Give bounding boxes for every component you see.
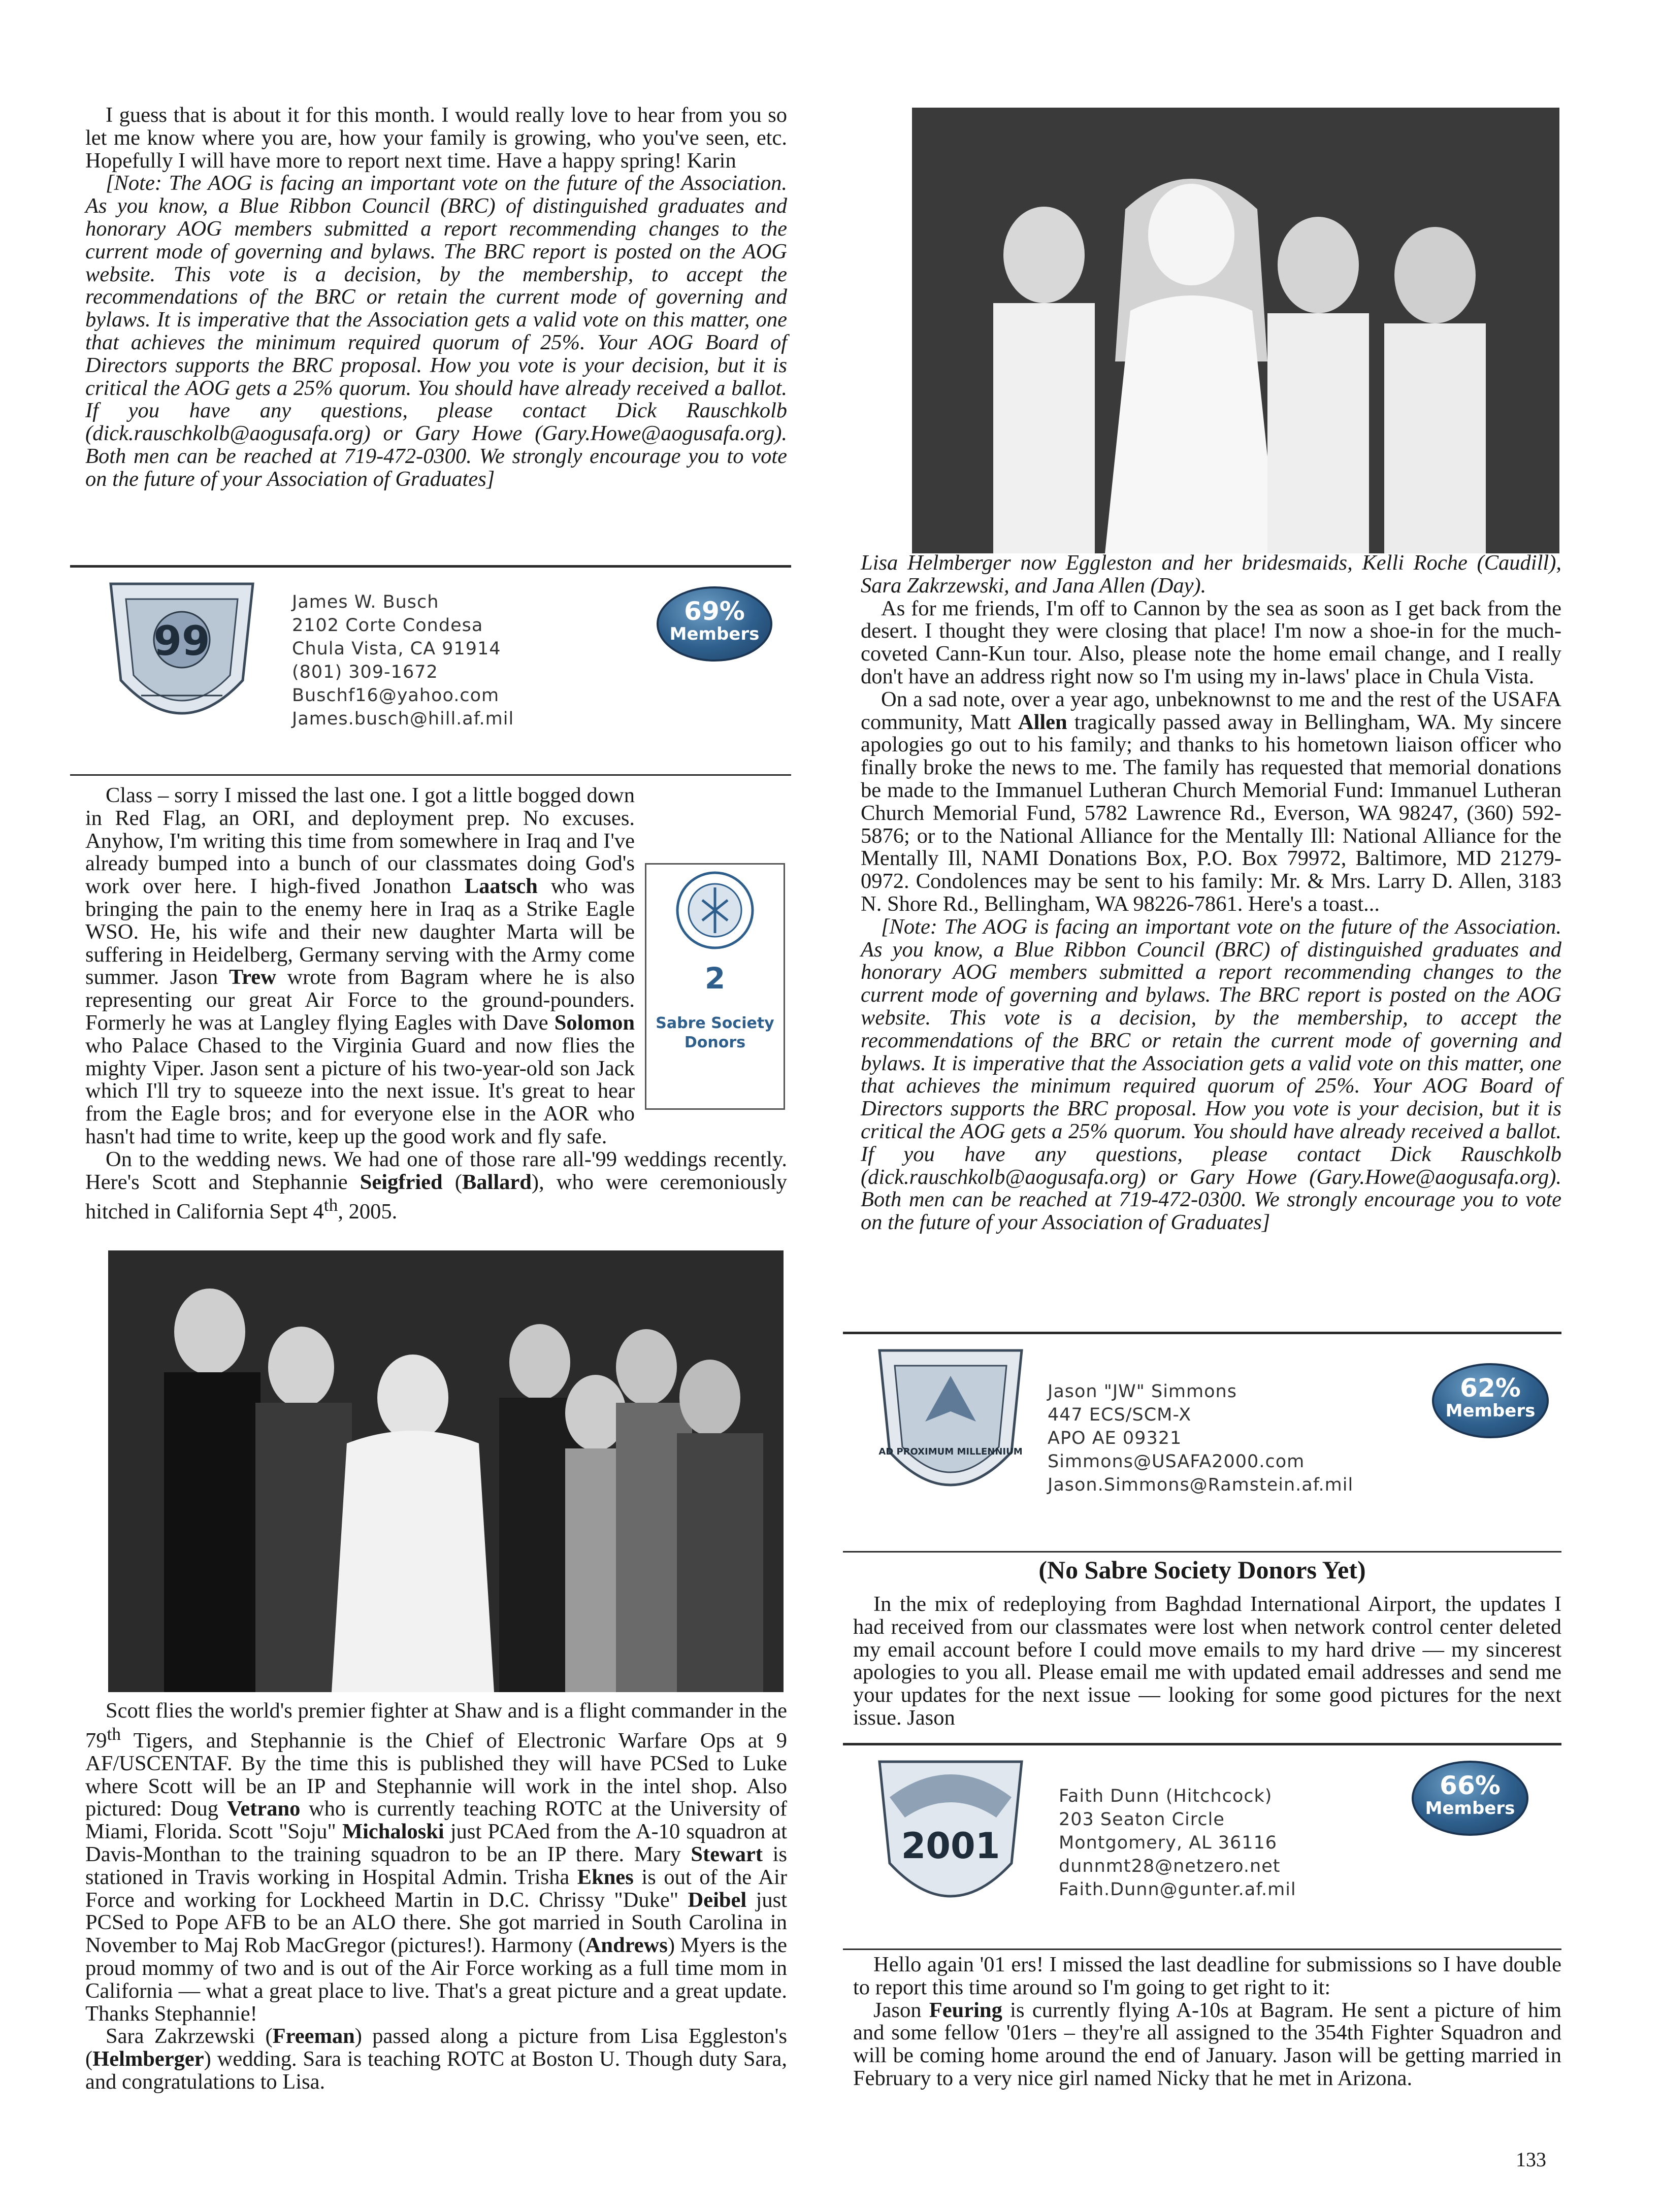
name-freeman: Freeman: [272, 2024, 355, 2049]
aog-note-right: [Note: The AOG is facing an important vote on the future of the Association. As you know, a Blue Ribbon Council (BRC) of distinguished graduates and honorary AOG members submitted a report recommending changes to the current mode of governing and bylaws. The BRC report is posted on the AOG website. This vote is a decision, by the membership, to accept the recommendations of the BRC or retain the current mode of governing and bylaws. It is imperative that the Association gets a valid vote on this matter, one that achieves the minimum required quorum of 25%. Your AOG Board of Directors supports the BRC proposal. How you vote is your decision, but it is critical the AOG gets a 25% quorum. You should have already received a ballot. If you have any questions, please contact Dick Rauschkolb (dick.rauschkolb@aogusafa.org) or Gary Howe (Gary.Howe@aogusafa.org). Both men can be reached at 719-472-0300. We strongly encourage you to vote on the future of your Association of Graduates]: [861, 914, 1561, 1235]
class-2000-members-pct: 62%: [1460, 1373, 1521, 1403]
name-trew: Trew: [229, 965, 276, 989]
class-99-members-label: Members: [669, 624, 760, 644]
class-2000-members-label: Members: [1445, 1401, 1536, 1421]
class-99-paragraph-1: Class – sorry I missed the last one. I got a little bogged down in Red Flag, an ORI, and deployment prep. No excuses. Anyhow, I'm writing this time from somewhere in Iraq and I've already bumped into a bunch of our classmates doing God's work over here. I high-fived Jonathon Laatsch who was bringing the pain to the enemy here in Iraq as a Strike Eagle WSO. He, his wife and their new daughter Marta will be suffering in Heidelberg, Germany serving with the Army come summer. Jason Trew wrote from Bagram where he is also representing our great Air Force to the ground-pounders. Formerly he was at Langley flying Eagles with Dave Solomon who Palace Chased to the Virginia Guard and now flies the mighty Viper. Jason sent a picture of his two-year-old son Jack which I'll try to squeeze into the next issue. It's great to hear from the Eagle bros; and for everyone else in the AOR who hasn't had time to write, keep up the good work and fly safe.: [85, 783, 635, 1148]
right-paragraph-3: In the mix of redeploying from Baghdad International Airport, the updates I had received from our classmates were lost when network control center deleted my email account before I could move emails to my hard drive — my sincerest apologies to you all. Please email me with updated email addresses and send me your updates for the next issue — looking for some good pictures for the next issue. Jason: [853, 1592, 1561, 1730]
wedding-group-photo: [108, 1250, 784, 1692]
name-feuring: Feuring: [929, 1998, 1002, 2022]
sabre-society-label-2: Donors: [684, 1034, 746, 1051]
class-2000-members-badge: [1432, 1363, 1549, 1438]
left-column-lower: [85, 1700, 787, 2094]
class-99-phone: (801) 309-1672: [292, 662, 438, 682]
right-paragraph-5: Jason Feuring is currently flying A-10s at Bagram. He sent a picture of him and some fellow '01ers – they're all assigned to the 354th Fighter Squadron and will be coming home around the end of January. Jason will be getting married in February to a very nice girl named Nicky that he met in Arizona.: [853, 1998, 1561, 2090]
class-99-name: James W. Busch: [292, 592, 439, 612]
name-stewart: Stewart: [691, 1842, 763, 1866]
section-divider-2000: [843, 1332, 1561, 1334]
class-2001-email-1[interactable]: dunnmt28@netzero.net: [1059, 1856, 1281, 1876]
class-99-members-badge: [657, 586, 772, 662]
class-2000-unit: 447 ECS/SCM-X: [1048, 1405, 1192, 1425]
class-99-street: 2102 Corte Condesa: [292, 615, 483, 636]
right-paragraph-4: Hello again '01 ers! I missed the last deadline for submissions so I have double to report this time around so I'm going to get right to it:: [853, 1953, 1561, 1999]
class-2000-contact: [1048, 1380, 1353, 1497]
class-99-crest-icon: [106, 579, 258, 751]
class-2001-name: Faith Dunn (Hitchcock): [1059, 1786, 1273, 1806]
class-2001-city: Montgomery, AL 36116: [1059, 1833, 1278, 1853]
class-99-paragraph-2: On to the wedding news. We had one of those rare all-'99 weddings recently. Here's Scott and Stephannie Seigfried (Ballard), who were ceremoniously hitched in California Sept 4th, 2005.: [85, 1147, 788, 1224]
class-99-email-2[interactable]: James.busch@hill.af.mil: [292, 709, 514, 729]
right-column-top: [861, 552, 1561, 1234]
left-column-body: [85, 784, 787, 1224]
section-divider-2001: [843, 1743, 1561, 1745]
class-2000-apo: APO AE 09321: [1048, 1428, 1182, 1448]
class-2001-contact: [1059, 1785, 1296, 1901]
class-2001-members-label: Members: [1425, 1798, 1515, 1819]
class-2001-crest-icon: [874, 1757, 1027, 1934]
class-2000-crest-icon: [874, 1345, 1027, 1523]
bride-bridesmaids-photo-image: [912, 108, 1559, 553]
left-column: [85, 104, 787, 491]
class-2000-crest-text: AD PROXIMUM MILLENNIUM: [878, 1446, 1023, 1457]
class-99-paragraph-3: Scott flies the world's premier fighter at Shaw and is a flight commander in the 79th Tigers, and Stephannie is the Chief of Electronic Warfare Ops at 9 AF/USCENTAF. By the time this is published they will have PCSed to Luke where Scott will be an IP and Stephannie will work in the intel shop. Also pictured: Doug Vetrano who is currently teaching ROTC at the University of Miami, Florida. Scott "Soju" Michaloski just PCAed from the A-10 squadron at Davis-Monthan to the training squadron to be an IP there. Mary Stewart is stationed in Travis working in Hospital Admin. Trisha Eknes is out of the Air Force and working for Lockheed Martin in D.C. Chrissy "Duke" Deibel just PCSed to Pope AFB to be an ALO there. She got married in South Carolina in November to Maj Rob MacGregor (pictures!). Harmony (Andrews) Myers is the proud mommy of two and is out of the Air Force working as a full time mom in California — what a great place to live. That's a great picture and a great update. Thanks Stephannie!: [85, 1699, 787, 2026]
name-vetrano: Vetrano: [226, 1797, 301, 1821]
class-2000-email-2[interactable]: Jason.Simmons@Ramstein.af.mil: [1048, 1475, 1354, 1495]
name-andrews: Andrews: [585, 1933, 668, 1958]
class-2000-name: Jason "JW" Simmons: [1048, 1381, 1237, 1402]
sabre-society-label-1: Sabre Society: [656, 1014, 774, 1032]
right-column-2000-body: [853, 1593, 1561, 1730]
section-divider-2000-bottom: [843, 1551, 1561, 1553]
class-2001-email-2[interactable]: Faith.Dunn@gunter.af.mil: [1059, 1879, 1296, 1900]
name-helmberger: Helmberger: [92, 2047, 204, 2071]
class-2001-members-badge: [1412, 1761, 1528, 1836]
right-column-2001-body: [853, 1954, 1561, 2090]
sabre-society-count: 2: [704, 961, 726, 996]
class-99-paragraph-4: Sara Zakrzewski (Freeman) passed along a picture from Lisa Eggleston's (Helmberger) wedding. Sara is teaching ROTC at Boston U. Though duty Sara, and congratulations to Lisa.: [85, 2024, 787, 2094]
no-sabre-heading: (No Sabre Society Donors Yet): [1038, 1556, 1366, 1584]
name-allen: Allen: [1018, 710, 1067, 734]
class-2001-street: 203 Seaton Circle: [1059, 1809, 1225, 1830]
intro-paragraph: I guess that is about it for this month. I would really love to hear from you so let me know where you are, how your family is growing, who you've seen, etc. Hopefully I will have more to report next time. Have a happy spring! Karin: [85, 103, 787, 173]
name-eknes: Eknes: [577, 1865, 634, 1889]
section-divider-2001-bottom: [843, 1949, 1561, 1950]
class-99-contact: [292, 590, 514, 731]
class-2001-crest-label: 2001: [901, 1825, 1000, 1867]
name-seigfried: Seigfried: [360, 1170, 443, 1194]
name-michaloski: Michaloski: [342, 1820, 444, 1844]
class-99-city: Chula Vista, CA 91914: [292, 639, 501, 659]
class-99-crest-label: 99: [153, 617, 210, 665]
name-deibel: Deibel: [688, 1888, 747, 1912]
class-2001-members-pct: 66%: [1440, 1771, 1501, 1800]
class-99-members-pct: 69%: [684, 597, 745, 626]
name-ballard: Ballard: [462, 1170, 532, 1194]
page-number: 133: [1516, 2148, 1546, 2171]
class-99-email-1[interactable]: Buschf16@yahoo.com: [292, 685, 500, 706]
name-solomon: Solomon: [554, 1010, 635, 1035]
wedding-group-photo-image: [108, 1250, 784, 1692]
bride-bridesmaids-photo: [912, 108, 1559, 553]
section-divider-99-bottom: [70, 774, 791, 776]
name-laatsch: Laatsch: [464, 874, 538, 899]
right-paragraph-1: As for me friends, I'm off to Cannon by the sea as soon as I get back from the desert. I thought they were closing that place! I'm now a shoe-in for the much-coveted Cann-Kun tour. Also, please note the home email change, and I really don't have an address right now so I'm using my in-laws' place in Chula Vista.: [861, 596, 1561, 688]
right-paragraph-2: On a sad note, over a year ago, unbeknownst to me and the rest of the USAFA community, Matt Allen tragically passed away in Bellingham, WA. My sincere apologies go out to his family; and thanks to his hometown liaison officer who finally broke the news to me. The family has requested that memorial donations be made to the Immanuel Lutheran Church Memorial Fund: Immanuel Lutheran Church Memorial Fund, 5782 Lawrence Rd., Everson, WA 98247, (360) 592-5876; or to the National Alliance for the Mentally Ill: National Alliance for the Mentally Ill, NAMI Donations Box, P.O. Box 79972, Baltimore, MD 21279-0972. Condolences may be sent to his family: Mr. & Mrs. Larry D. Allen, 3183 N. Shore Rd., Bellingham, WA 98226-7861. Here's a toast...: [861, 687, 1561, 916]
aog-note: [Note: The AOG is facing an important vote on the future of the Association. As you know, a Blue Ribbon Council (BRC) of distinguished graduates and honorary AOG members submitted a report recommending changes to the current mode of governing and bylaws. The BRC report is posted on the AOG website. This vote is a decision, by the membership, to accept the recommendations of the BRC or retain the current mode of governing and bylaws. It is imperative that the Association gets a valid vote on this matter, one that achieves the minimum required quorum of 25%. Your AOG Board of Directors supports the BRC proposal. How you vote is your decision, but it is critical the AOG gets a 25% quorum. You should have already received a ballot. If you have any questions, please contact Dick Rauschkolb (dick.rauschkolb@aogusafa.org) or Gary Howe (Gary.Howe@aogusafa.org). Both men can be reached at 719-472-0300. We strongly encourage you to vote on the future of your Association of Graduates]: [85, 171, 787, 491]
photo-caption: Lisa Helmberger now Eggleston and her bridesmaids, Kelli Roche (Caudill), Sara Zakrzewski, and Jana Allen (Day).: [861, 551, 1561, 598]
section-divider-99: [70, 565, 791, 568]
class-2000-email-1[interactable]: Simmons@USAFA2000.com: [1048, 1451, 1305, 1472]
